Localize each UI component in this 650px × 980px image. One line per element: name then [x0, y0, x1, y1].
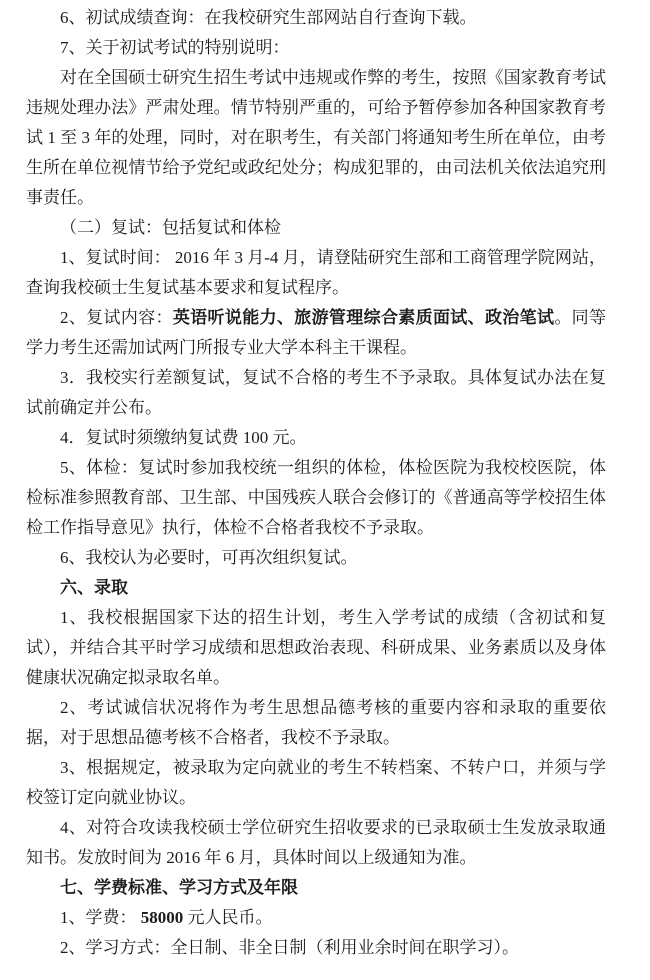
paragraph	[26, 243, 606, 303]
text-run: 1、我校根据国家下达的招生计划，考生入学考试的成绩（含初试和复试），并结合其平时学习成绩和思想政治表现、科研成果、业务素质以及身体健康状况确定拟录取名单。	[26, 608, 606, 687]
text-run: 2、考试诚信状况将作为考生思想品德考核的重要内容和录取的重要依据，对于思想品德考核不合格者，我校不予录取。	[26, 698, 606, 747]
text-run: 4、对符合攻读我校硕士学位研究生招收要求的已录取硕士生发放录取通知书。发放时间为 2016 年 6 月，具体时间以上级通知为准。	[26, 818, 606, 867]
text-run: 3、根据规定，被录取为定向就业的考生不转档案、不转户口，并须与学校签订定向就业协议。	[26, 758, 606, 807]
text-run: （二）复试：包括复试和体检	[60, 218, 281, 237]
text-run: 6、我校认为必要时，可再次组织复试。	[60, 548, 358, 567]
paragraph	[26, 303, 606, 363]
text-run: 2、复试内容：	[60, 308, 173, 327]
section-heading	[26, 573, 606, 603]
text-run: 。同等学力考生还需加试两门所报专业大学本科主干课程。	[26, 308, 607, 357]
paragraph	[26, 3, 606, 33]
text-run: 1、复试时间： 2016 年 3 月-4 月，请登陆研究生部和工商管理学院网站，查询我校硕士生复试基本要求和复试程序。	[26, 248, 606, 297]
text-run: 元人民币。	[183, 908, 273, 927]
text-run: 对在全国硕士研究生招生考试中违规或作弊的考生，按照《国家教育考试违规处理办法》严肃处理。情节特别严重的，可给予暂停参加各种国家教育考试 1 至 3 年的处理，同时，对在职考生，有关部门将通知考生所在单位，由考生所在单位视情节给予党纪或政纪处分；构成犯罪的，由司法机关依法追究刑事责任。	[26, 68, 606, 207]
paragraph	[26, 63, 606, 213]
paragraph	[26, 213, 606, 243]
paragraph	[26, 753, 606, 813]
document-body	[26, 3, 606, 963]
paragraph	[26, 543, 606, 573]
paragraph	[26, 933, 606, 963]
text-run: 七、学费标准、学习方式及年限	[60, 878, 298, 897]
paragraph	[26, 903, 606, 933]
paragraph	[26, 423, 606, 453]
text-run: 58000	[140, 908, 184, 927]
text-run: 1、学费：	[60, 908, 141, 927]
text-run: 5、体检：复试时参加我校统一组织的体检，体检医院为我校校医院，体检标准参照教育部、卫生部、中国残疾人联合会修订的《普通高等学校招生体检工作指导意见》执行，体检不合格者我校不予录取。	[26, 458, 606, 537]
text-run: 英语听说能力、旅游管理综合素质面试、政治笔试	[172, 308, 555, 327]
paragraph	[26, 693, 606, 753]
text-run: 2、学习方式：全日制、非全日制（利用业余时间在职学习）。	[60, 938, 519, 957]
paragraph	[26, 33, 606, 63]
text-run: 7、关于初试考试的特别说明：	[60, 38, 290, 57]
text-run: 3．我校实行差额复试，复试不合格的考生不予录取。具体复试办法在复试前确定并公布。	[26, 368, 606, 417]
section-heading	[26, 873, 606, 903]
text-run: 6、初试成绩查询：在我校研究生部网站自行查询下载。	[60, 8, 477, 27]
paragraph	[26, 453, 606, 543]
text-run: 4．复试时须缴纳复试费 100 元。	[60, 428, 307, 447]
paragraph	[26, 363, 606, 423]
paragraph	[26, 813, 606, 873]
text-run: 六、录取	[60, 578, 128, 597]
paragraph	[26, 603, 606, 693]
